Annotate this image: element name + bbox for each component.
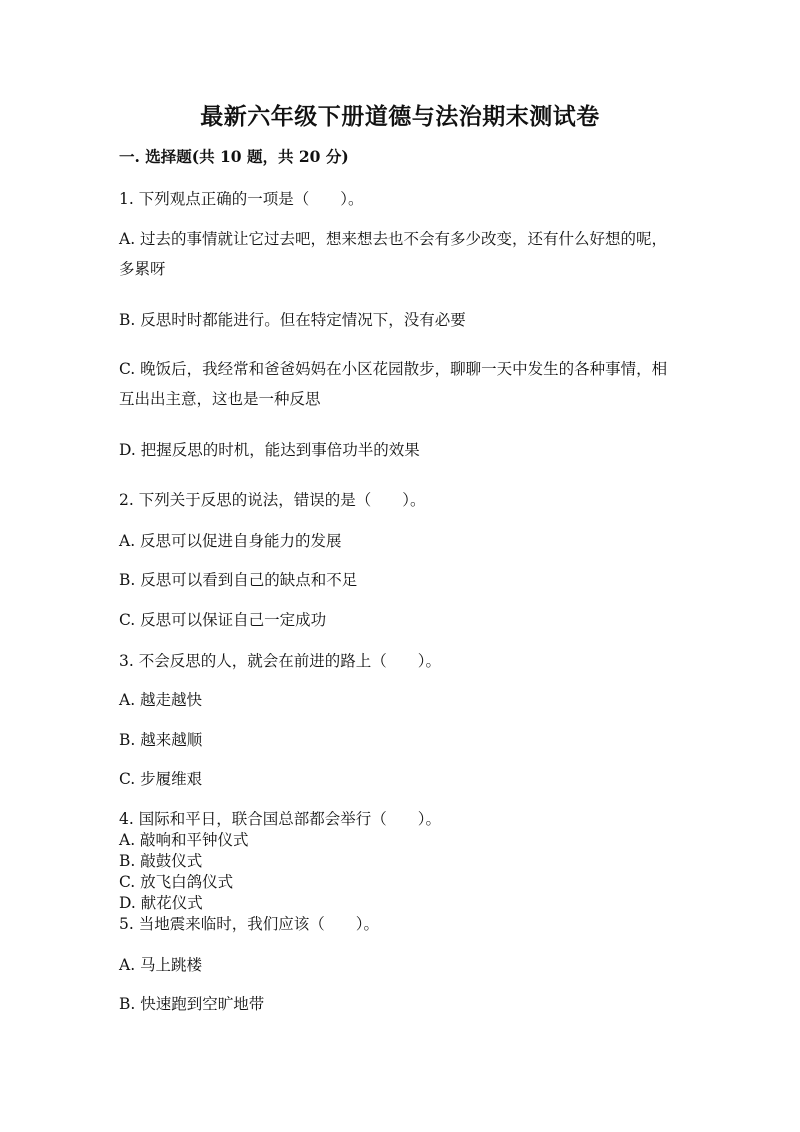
question-2-option-b: B. 反思可以看到自己的缺点和不足 bbox=[119, 571, 358, 589]
question-1-option-a: A. 过去的事情就让它过去吧，想来想去也不会有多少改变，还有什么好想的呢，多累呀 bbox=[119, 230, 668, 278]
question-4-option-a: A. 敲响和平钟仪式 bbox=[119, 831, 249, 849]
question-3-stem: 3. 不会反思的人，就会在前进的路上（ ）。 bbox=[119, 652, 441, 670]
question-2-option-c: C. 反思可以保证自己一定成功 bbox=[119, 611, 327, 629]
question-4-option-b: B. 敲鼓仪式 bbox=[119, 852, 203, 870]
question-5-option-b: B. 快速跑到空旷地带 bbox=[119, 995, 265, 1013]
question-1-option-b: B. 反思时时都能进行。但在特定情况下，没有必要 bbox=[119, 311, 466, 329]
question-5-option-a: A. 马上跳楼 bbox=[119, 956, 203, 974]
question-3-option-a: A. 越走越快 bbox=[119, 691, 203, 709]
question-4-option-d: D. 献花仪式 bbox=[119, 894, 203, 912]
question-3-option-c: C. 步履维艰 bbox=[119, 770, 203, 788]
question-1-option-c: C. 晚饭后，我经常和爸爸妈妈在小区花园散步，聊聊一天中发生的各种事情，相互出出主意，这也是一种反思 bbox=[119, 360, 668, 408]
question-2-option-a: A. 反思可以促进自身能力的发展 bbox=[119, 532, 342, 550]
question-5-stem: 5. 当地震来临时，我们应该（ ）。 bbox=[119, 915, 379, 933]
question-4-stem: 4. 国际和平日，联合国总部都会举行（ ）。 bbox=[119, 810, 441, 828]
question-1-stem: 1. 下列观点正确的一项是（ ）。 bbox=[119, 190, 364, 208]
question-3-option-b: B. 越来越顺 bbox=[119, 731, 203, 749]
question-4-option-c: C. 放飞白鸽仪式 bbox=[119, 873, 234, 891]
page-title: 最新六年级下册道德与法治期末测试卷 bbox=[200, 103, 600, 130]
question-2-stem: 2. 下列关于反思的说法，错误的是（ ）。 bbox=[119, 491, 426, 509]
question-1-option-d: D. 把握反思的时机，能达到事倍功半的效果 bbox=[119, 441, 420, 459]
section-heading: 一. 选择题(共 10 题，共 20 分) bbox=[119, 147, 349, 166]
